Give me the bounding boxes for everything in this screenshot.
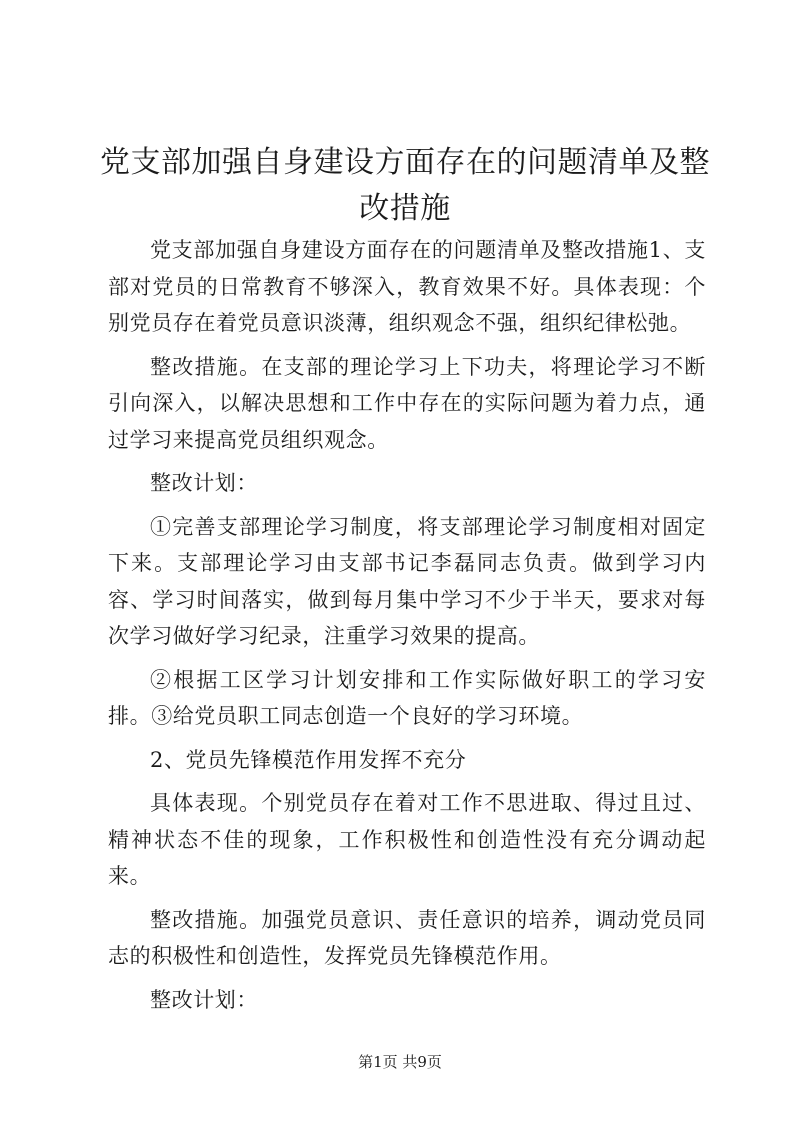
paragraph: ②根据工区学习计划安排和工作实际做好职工的学习安排。③给党员职工同志创造一个良好的学习环境。 <box>108 667 706 728</box>
paragraph: ①完善支部理论学习制度，将支部理论学习制度相对固定下来。支部理论学习由支部书记李磊同志负责。做到学习内容、学习时间落实，做到每月集中学习不少于半天，要求对每次学习做好学习纪录，注重学习效果的提高。 <box>108 514 706 648</box>
section-heading: 2、党员先锋模范作用发挥不充分 <box>150 747 467 772</box>
paragraph: 整改措施。加强党员意识、责任意识的培养，调动党员同志的积极性和创造性，发挥党员先锋模范作用。 <box>108 907 706 968</box>
document-title: 党支部加强自身建设方面存在的问题清单及整改措施 <box>100 145 710 226</box>
document-body <box>108 232 706 1025</box>
paragraph: 具体表现。个别党员存在着对工作不思进取、得过且过、精神状态不佳的现象，工作积极性和创造性没有充分调动起来。 <box>108 791 706 888</box>
paragraph: 整改计划： <box>150 471 258 495</box>
paragraph: 党支部加强自身建设方面存在的问题清单及整改措施1、支部对党员的日常教育不够深入，教育效果不好。具体表现：个别党员存在着党员意识淡薄，组织观念不强，组织纪律松弛。 <box>108 238 706 335</box>
paragraph: 整改措施。在支部的理论学习上下功夫，将理论学习不断引向深入，以解决思想和工作中存在的实际问题为着力点，通过学习来提高党员组织观念。 <box>108 354 706 452</box>
page-footer: 第1页 共9页 <box>358 1053 442 1071</box>
paragraph: 整改计划： <box>150 987 258 1012</box>
